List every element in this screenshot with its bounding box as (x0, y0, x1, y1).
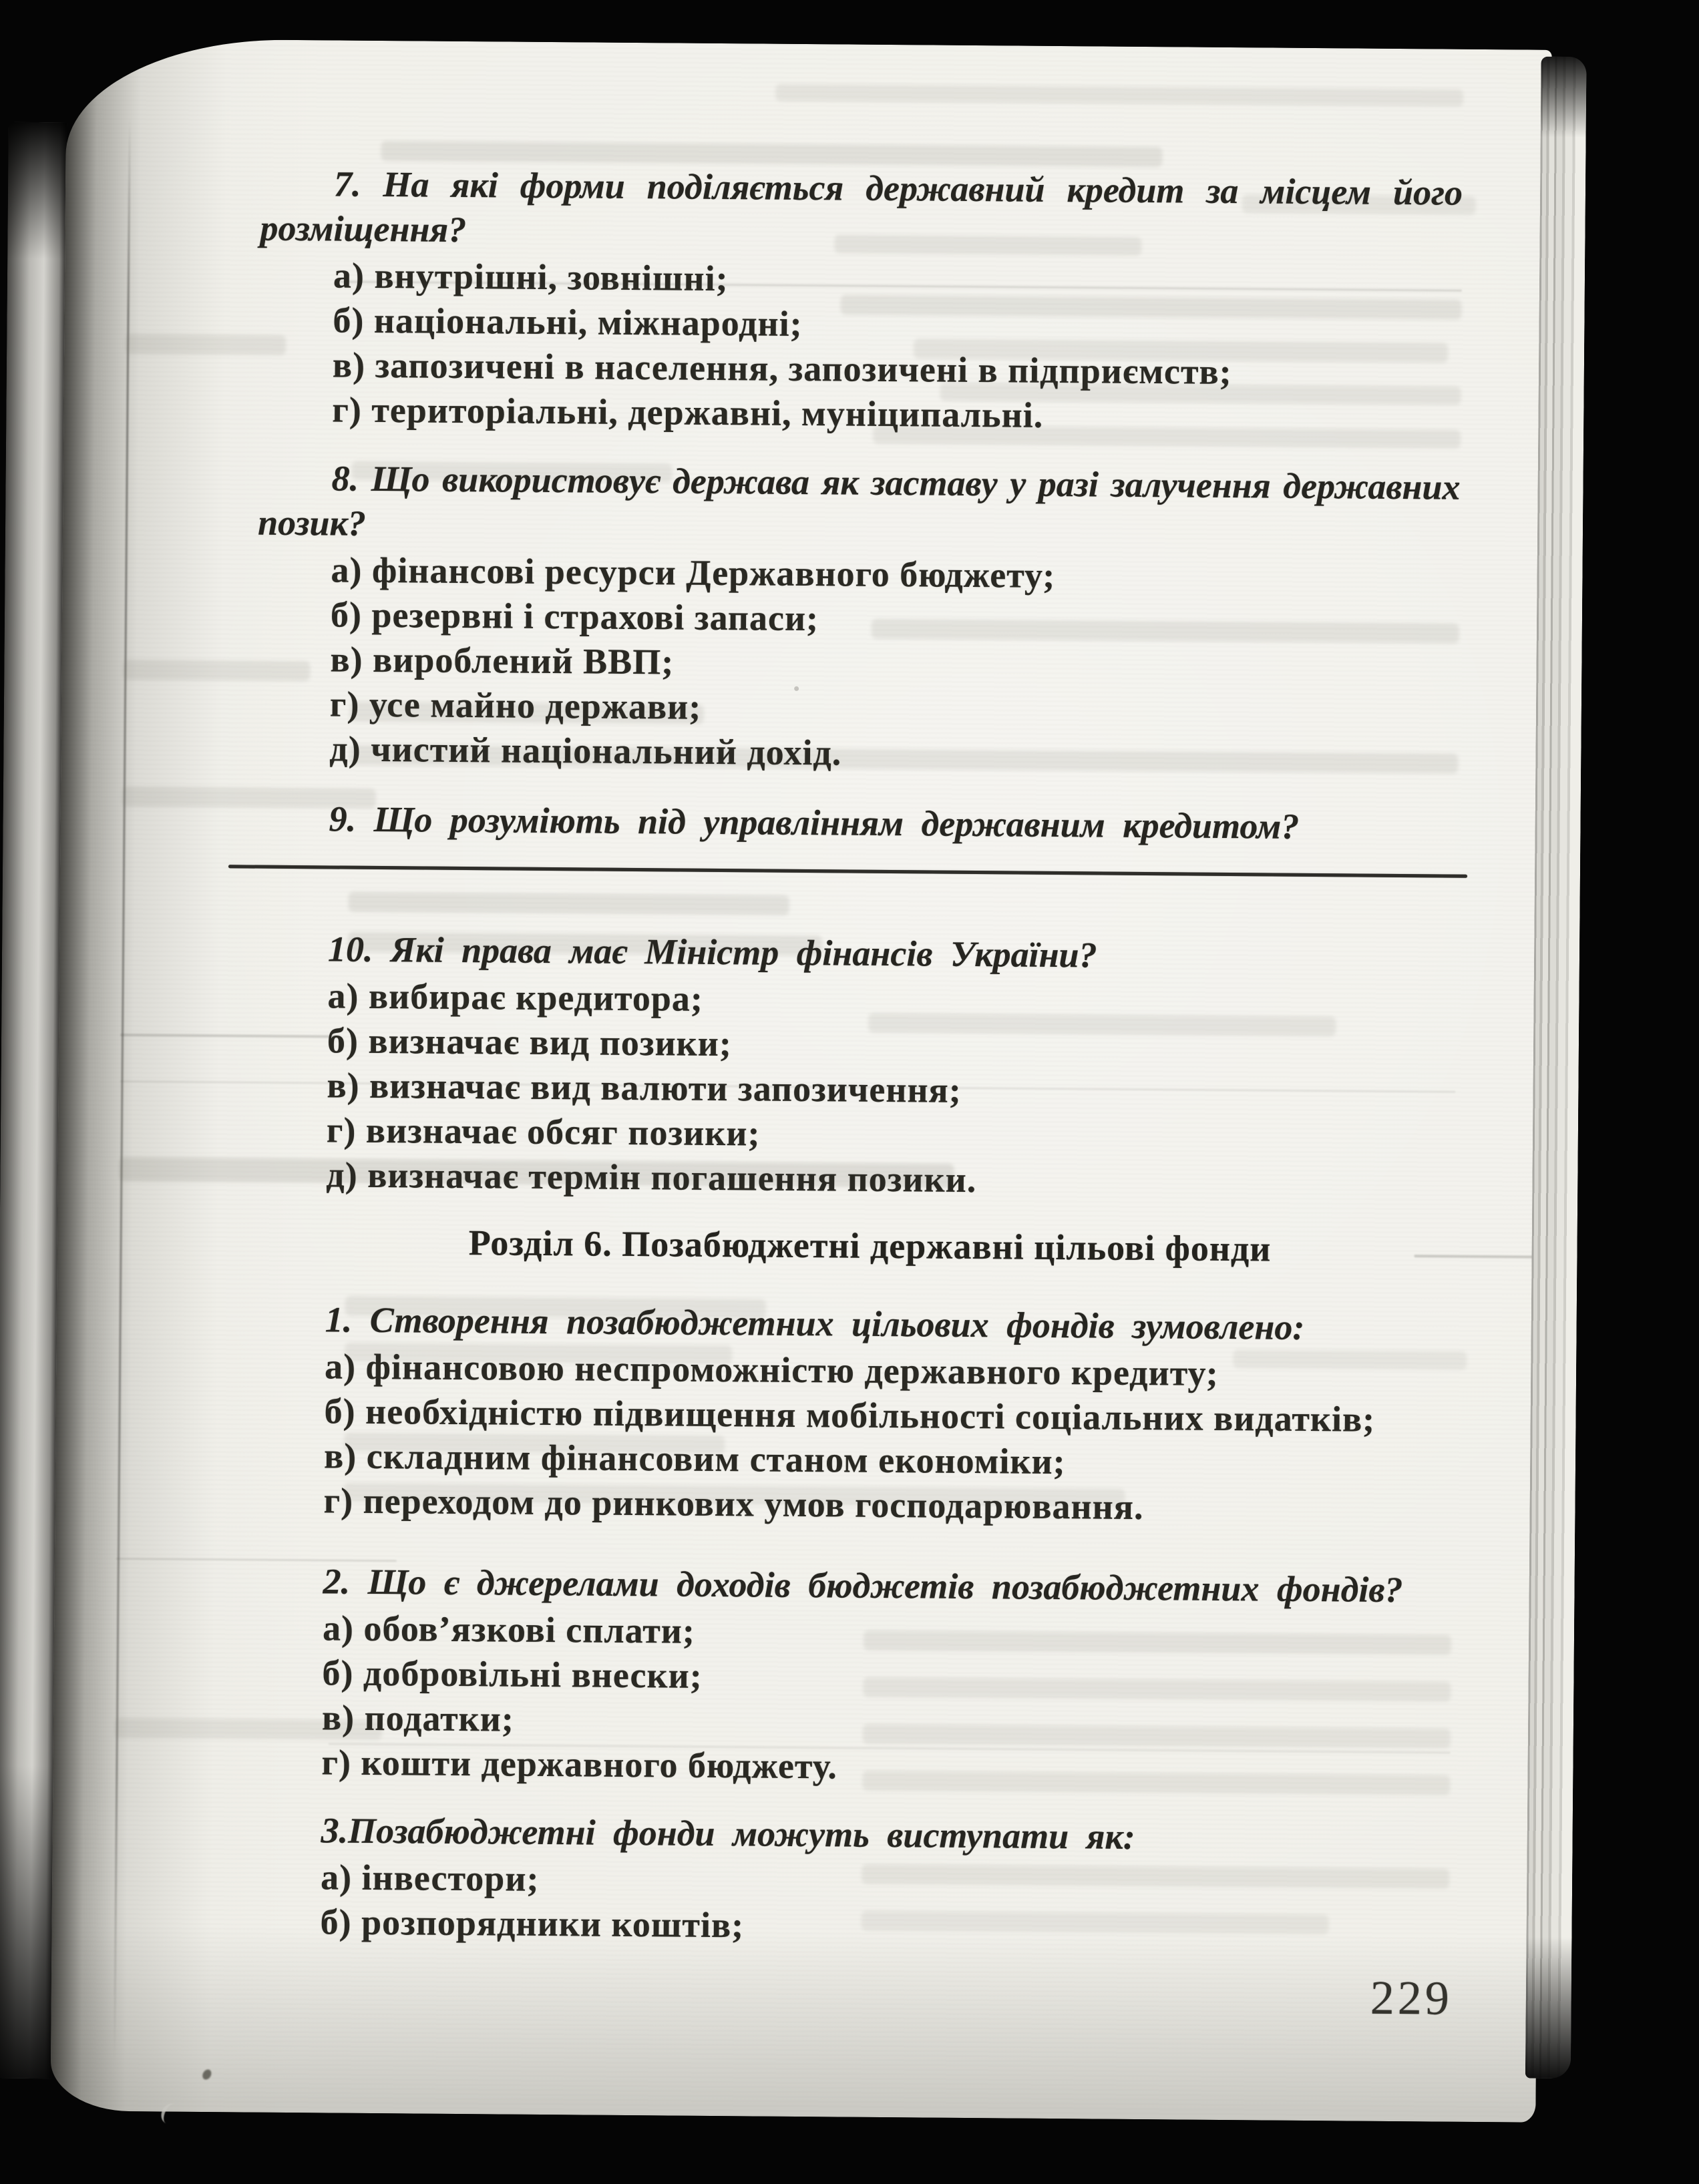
book-page (50, 38, 1551, 2122)
q1-option-g: г) переходом до ринкових умов господарювання. (323, 1480, 1144, 1528)
ink-dot (794, 686, 799, 691)
question-3: 3.Позабюджетні фонди можуть виступати як: (321, 1810, 1136, 1857)
question-block-1 (250, 1297, 1454, 1532)
q7-option-v: в) запозичені в населення, запозичені в підприємств; (332, 345, 1232, 393)
page-number: 229 (1370, 1970, 1453, 2025)
q2-option-g: г) кошти державного бюджету. (321, 1742, 838, 1787)
question-1: 1. Створення позабюджетних цільових фондів зумовлено: (325, 1299, 1305, 1347)
question-10: 10. Які права має Міністр фінансів України? (327, 929, 1097, 975)
q10-option-a: а) вибирає кредитора; (327, 975, 704, 1019)
q10-option-v: в) визначає вид валюти запозичення; (327, 1065, 962, 1110)
q10-option-b: б) визначає вид позики; (327, 1020, 733, 1064)
question-block-9 (255, 797, 1457, 851)
question-block-2 (248, 1559, 1452, 1794)
q8-option-a: а) фінансові ресурси Державного бюджету; (331, 550, 1056, 596)
divider-line (228, 865, 1467, 878)
question-block-10 (252, 927, 1457, 1207)
open-book (0, 34, 1611, 2143)
question-block-3 (246, 1808, 1450, 1954)
q2-option-v: в) податки; (321, 1697, 515, 1739)
q2-option-b: б) добровільні внески; (322, 1653, 703, 1696)
q7-option-g: г) територіальні, державні, муніципальні. (332, 389, 1044, 435)
q2-option-a: а) обов’язкові сплати; (322, 1608, 696, 1651)
q8-option-d: д) чистий національний дохід. (329, 728, 842, 773)
question-7: 7. На які форми поділяється державний кредит за місцем його розміщення? (260, 164, 1463, 250)
ink-speck (201, 2068, 213, 2081)
q3-option-b: б) розпорядники коштів; (320, 1902, 745, 1946)
q10-option-g: г) визначає обсяг позики; (326, 1110, 761, 1154)
q3-option-a: а) інвестори; (320, 1857, 540, 1899)
gutter-crease (114, 119, 131, 2061)
question-2: 2. Що є джерелами доходів бюджетів позабюджетних фондів? (323, 1561, 1403, 1610)
q8-option-g: г) усе майно держави; (329, 684, 702, 727)
question-block-8 (256, 456, 1461, 781)
section-heading: Розділ 6. Позабюджетні державні цільові фонди (468, 1223, 1272, 1269)
question-9: 9. Що розуміють під управлінням державним кредитом? (329, 799, 1300, 847)
q8-option-v: в) вироблений ВВП; (330, 639, 675, 682)
q8-option-b: б) резервні і страхові запаси; (330, 594, 819, 639)
q10-option-d: д) визначає термін погашення позики. (326, 1154, 977, 1200)
q1-option-a: а) фінансовою неспроможністю державного кредиту; (324, 1346, 1219, 1393)
question-8: 8. Що використовує держава як заставу у разі залучення державних позик? (257, 458, 1461, 543)
question-block-7 (258, 162, 1463, 441)
page-content (246, 40, 1463, 1954)
q1-option-b: б) необхідністю підвищення мобільності соціальних видатків; (324, 1391, 1376, 1440)
q7-option-b: б) національні, міжнародні; (333, 300, 803, 344)
q1-option-v: в) складним фінансовим станом економіки; (323, 1436, 1066, 1482)
q7-option-a: а) внутрішні, зовнішні; (333, 255, 729, 299)
